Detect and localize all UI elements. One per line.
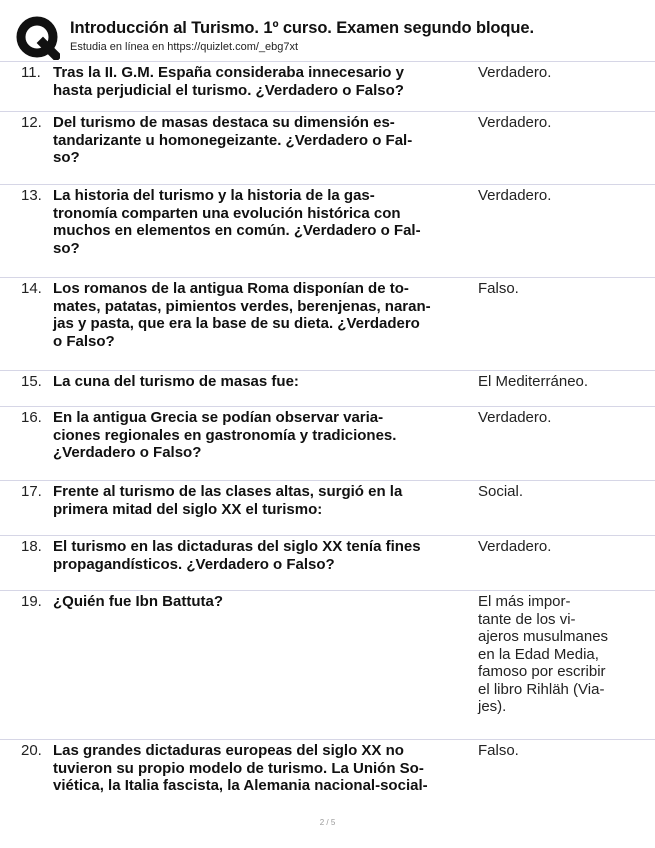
answer-text: El Mediterráneo.: [478, 373, 589, 390]
question-row: [0, 184, 655, 277]
answer-text: Verdadero.: [478, 409, 552, 426]
page-number: 2 / 5: [319, 818, 336, 827]
answer-text: El más impor- tante de los vi- ajeros musulmanes en la Edad Media, famoso por escribir el libro Rihläh (Via- jes).: [478, 593, 609, 715]
question-row: [0, 535, 655, 590]
question-row: [0, 406, 655, 480]
question-number: 12.: [21, 114, 42, 131]
question-number: 20.: [21, 742, 42, 759]
question-number: 18.: [21, 538, 42, 555]
question-text: Las grandes dictaduras europeas del siglo XX no tuvieron su propio modelo de turismo. La Unión So- viética, la Italia fascista, la Alemania nacional-social-: [53, 742, 428, 794]
question-row: [0, 111, 655, 184]
question-row: [0, 277, 655, 370]
answer-text: Social.: [478, 483, 524, 500]
study-online-link[interactable]: Estudia en línea en https://quizlet.com/_ebg7xt: [70, 41, 299, 53]
question-number: 15.: [21, 373, 42, 390]
answer-text: Verdadero.: [478, 64, 552, 81]
question-text: La cuna del turismo de masas fue:: [53, 373, 299, 390]
page-header: [0, 0, 655, 62]
question-row: [0, 480, 655, 535]
question-text: Frente al turismo de las clases altas, surgió en la primera mitad del siglo XX el turismo:: [53, 483, 403, 518]
question-row: [0, 739, 655, 799]
question-text: El turismo en las dictaduras del siglo XX tenía fines propagandísticos. ¿Verdadero o Falso?: [53, 538, 421, 573]
answer-text: Verdadero.: [478, 114, 552, 131]
question-text: Los romanos de la antigua Roma disponían de to- mates, patatas, pimientos verdes, berenjenas, naran- jas y pasta, que era la base de su dieta. ¿Verdadero o Falso?: [53, 280, 431, 350]
quizlet-logo-icon: [16, 16, 60, 60]
question-text: ¿Quién fue Ibn Battuta?: [53, 593, 223, 610]
question-number: 19.: [21, 593, 42, 610]
question-number: 13.: [21, 187, 42, 204]
question-text: En la antigua Grecia se podían observar varia- ciones regionales en gastronomía y tradiciones. ¿Verdadero o Falso?: [53, 409, 397, 461]
question-text: La historia del turismo y la historia de la gas- tronomía comparten una evolución histórica con muchos en elementos en común. ¿Verdadero o Fal- so?: [53, 187, 421, 257]
question-row: [0, 370, 655, 406]
question-text: Tras la II. G.M. España consideraba innecesario y hasta perjudicial el turismo. ¿Verdadero o Falso?: [53, 64, 404, 99]
answer-text: Verdadero.: [478, 187, 552, 204]
question-list: [0, 61, 655, 799]
question-number: 16.: [21, 409, 42, 426]
document-title: Introducción al Turismo. 1º curso. Examen segundo bloque.: [70, 19, 534, 37]
question-text: Del turismo de masas destaca su dimensión es- tandarizante u homonegeizante. ¿Verdadero o Fal- so?: [53, 114, 413, 166]
question-number: 14.: [21, 280, 42, 297]
question-number: 11.: [21, 64, 41, 81]
question-number: 17.: [21, 483, 42, 500]
question-row: [0, 590, 655, 739]
answer-text: Falso.: [478, 280, 519, 297]
question-row: [0, 61, 655, 111]
answer-text: Falso.: [478, 742, 519, 759]
answer-text: Verdadero.: [478, 538, 552, 555]
